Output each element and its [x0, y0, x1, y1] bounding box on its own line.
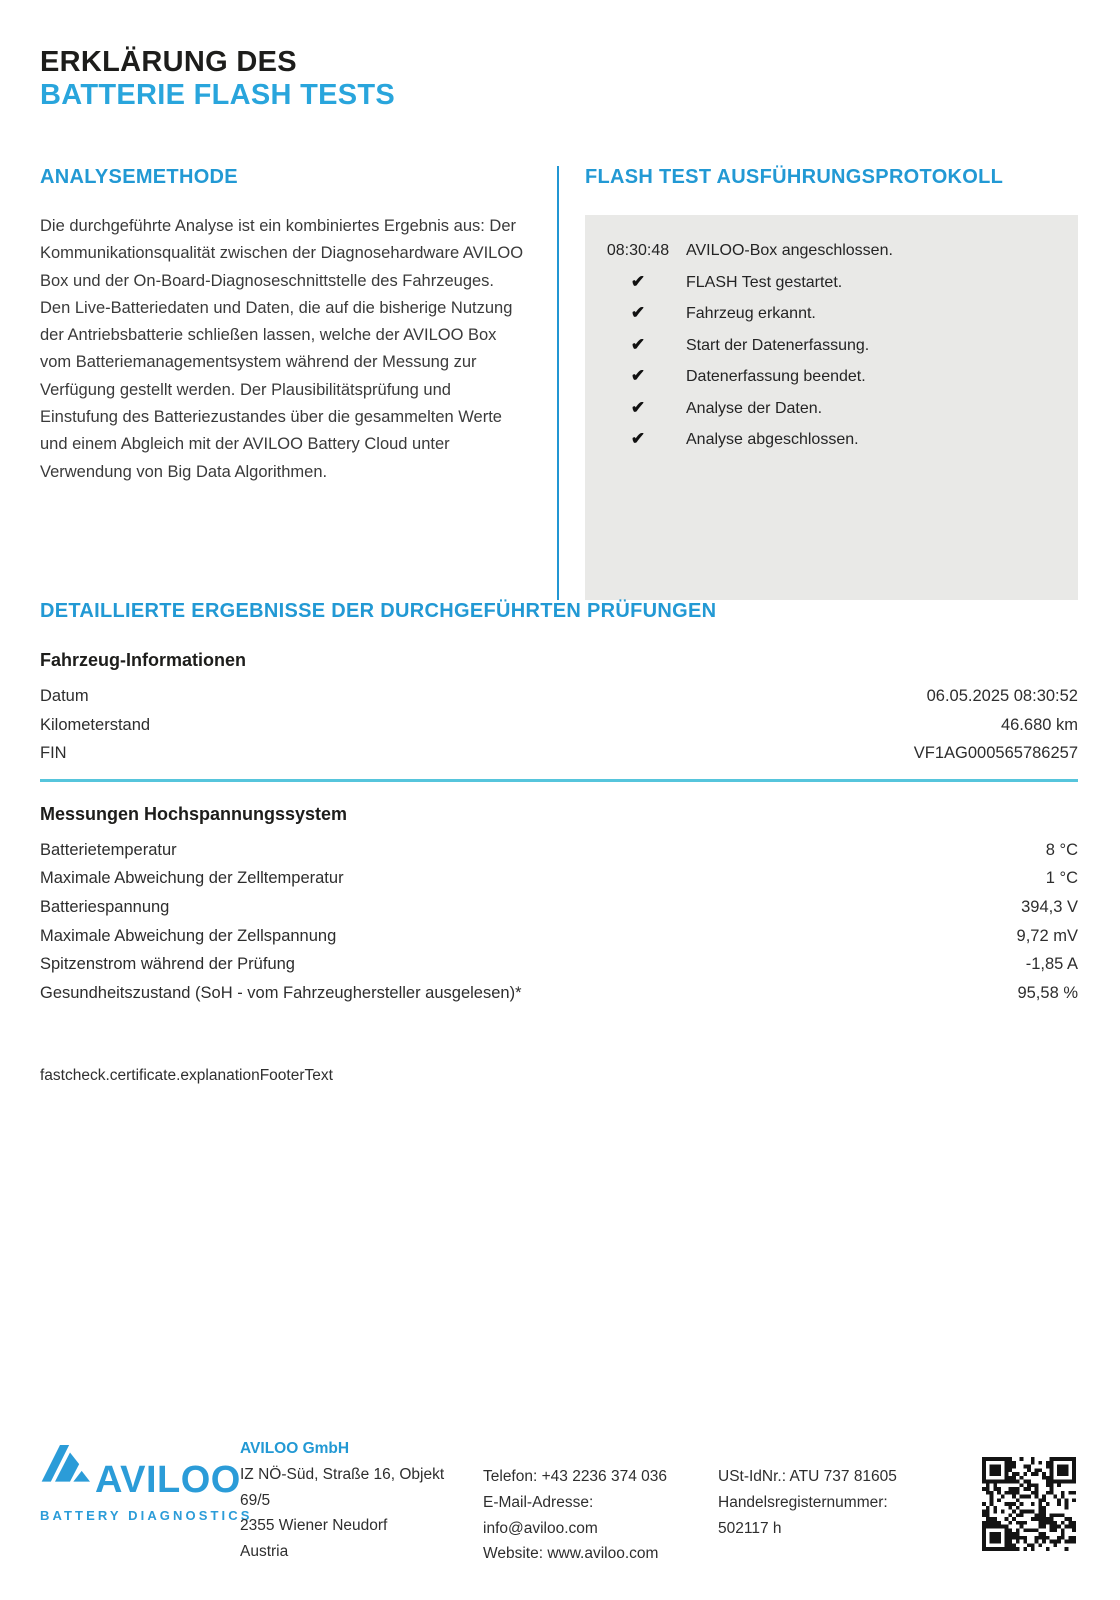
protocol-row [603, 272, 1060, 292]
qr-code [982, 1457, 1076, 1551]
footer-note: fastcheck.certificate.explanationFooterText [40, 1067, 333, 1085]
logo-wordmark: AVILOO [95, 1459, 241, 1501]
protocol-column [559, 166, 1078, 600]
contact-column [483, 1464, 723, 1567]
protocol-row [603, 335, 1060, 355]
row-label: FIN [40, 744, 67, 763]
row-value: 95,58 % [1017, 983, 1078, 1002]
checkmark-icon: ✔ [630, 366, 646, 385]
registry-column [718, 1464, 948, 1541]
protocol-row [603, 398, 1060, 418]
row-value: 06.05.2025 08:30:52 [926, 687, 1078, 705]
measurements-table [40, 804, 1078, 1008]
row-value: VF1AG000565786257 [913, 744, 1078, 763]
protocol-step-label: Analyse der Daten. [686, 399, 823, 417]
measurements-heading: Messungen Hochspannungssystem [40, 803, 348, 824]
row-value: 9,72 mV [1016, 926, 1078, 945]
table-row [40, 922, 1078, 951]
row-label: Spitzenstrom während der Prüfung [40, 955, 295, 974]
analysis-body: Die durchgeführte Analyse ist ein kombiniertes Ergebnis aus: Der Kommunikationsqualität zwischen der Diagnosehardware AVILOO Box und der On-Board-Diagnoseschnittstelle des Fahrzeuges. Den Live-Batteriedaten und Daten, die auf die bisherige Nutzung der Antriebsbatterie schließen lassen, welche der AVILOO Box vom Batteriemanagementsystem während der Messung zur Verfügung gestellt werden. Der Plausibilitätsprüfung und Einstufung des Batteriezustandes über die gesammelten Werte und einem Abgleich mit der AVILOO Battery Cloud unter Verwendung von Big Data Algorithmen. [40, 217, 524, 481]
address-line: 2355 Wiener Neudorf [240, 1517, 388, 1535]
address-line: IZ NÖ-Süd, Straße 16, Objekt [240, 1465, 445, 1483]
protocol-step-label: Analyse abgeschlossen. [686, 431, 859, 448]
company-address-column [240, 1436, 488, 1565]
protocol-row [603, 242, 1060, 260]
section-divider [40, 779, 1078, 782]
contact-line: Telefon: +43 2236 374 036 [483, 1468, 668, 1485]
protocol-row [603, 429, 1060, 449]
protocol-row [603, 366, 1060, 386]
contact-line: Website: www.aviloo.com [483, 1545, 659, 1563]
protocol-step-label: FLASH Test gestartet. [686, 273, 843, 291]
protocol-step-label: Datenerfassung beendet. [686, 368, 866, 385]
row-label: Maximale Abweichung der Zelltemperatur [40, 869, 344, 888]
row-label: Maximale Abweichung der Zellspannung [40, 926, 337, 945]
table-row [40, 739, 1078, 768]
checkmark-icon: ✔ [630, 429, 646, 448]
company-name: AVILOO GmbH [240, 1440, 350, 1457]
protocol-step-label: AVILOO-Box angeschlossen. [686, 242, 893, 259]
row-value: 394,3 V [1021, 897, 1078, 916]
row-label: Datum [40, 687, 89, 705]
protocol-step-label: Fahrzeug erkannt. [686, 305, 816, 322]
row-label: Gesundheitszustand (SoH - vom Fahrzeughersteller ausgelesen)* [40, 983, 522, 1002]
address-line: Austria [240, 1543, 289, 1561]
registry-line: 502117 h [718, 1519, 782, 1537]
results-heading: DETAILLIERTE ERGEBNISSE DER DURCHGEFÜHRTEN PRÜFUNGEN [40, 600, 717, 622]
protocol-row [603, 303, 1060, 323]
table-row [40, 711, 1078, 740]
checkmark-icon: ✔ [630, 397, 646, 417]
aviloo-logo [40, 1437, 253, 1523]
logo-mark-icon [40, 1437, 90, 1498]
table-row [40, 682, 1078, 711]
row-value: 46.680 km [1000, 715, 1078, 734]
contact-line: info@aviloo.com [483, 1519, 598, 1537]
row-value: 1 °C [1045, 869, 1078, 888]
analysis-protocol-section [40, 166, 1078, 600]
table-row [40, 979, 1078, 1008]
address-line: 69/5 [240, 1491, 271, 1509]
registry-line: USt-IdNr.: ATU 737 81605 [718, 1468, 897, 1485]
table-row [40, 950, 1078, 979]
row-label: Kilometerstand [40, 715, 151, 734]
checkmark-icon: ✔ [630, 271, 646, 291]
contact-line: E-Mail-Adresse: [483, 1493, 594, 1511]
row-label: Batteriespannung [40, 897, 170, 916]
vehicle-info-heading: Fahrzeug-Informationen [40, 650, 246, 670]
analysis-heading: ANALYSEMETHODE [40, 166, 238, 188]
table-row [40, 836, 1078, 865]
analysis-column [40, 166, 528, 600]
table-row [40, 864, 1078, 893]
protocol-box [585, 215, 1078, 600]
checkmark-icon: ✔ [630, 334, 646, 354]
page-title-line1: ERKLÄRUNG DES [40, 46, 297, 78]
vehicle-info-table [40, 650, 1078, 782]
checkmark-icon: ✔ [630, 303, 646, 322]
registry-line: Handelsregisternummer: [718, 1493, 888, 1511]
protocol-heading: FLASH TEST AUSFÜHRUNGSPROTOKOLL [585, 166, 1004, 188]
row-label: Batterietemperatur [40, 840, 177, 859]
page-title [40, 0, 1078, 112]
row-value: 8 °C [1045, 840, 1078, 859]
row-value: -1,85 A [1025, 955, 1078, 974]
protocol-step-label: Start der Datenerfassung. [686, 336, 870, 354]
logo-tagline: BATTERY DIAGNOSTICS [40, 1508, 253, 1523]
table-row [40, 893, 1078, 922]
page-title-line2: BATTERIE FLASH TESTS [40, 79, 396, 111]
protocol-time: 08:30:48 [606, 242, 670, 259]
